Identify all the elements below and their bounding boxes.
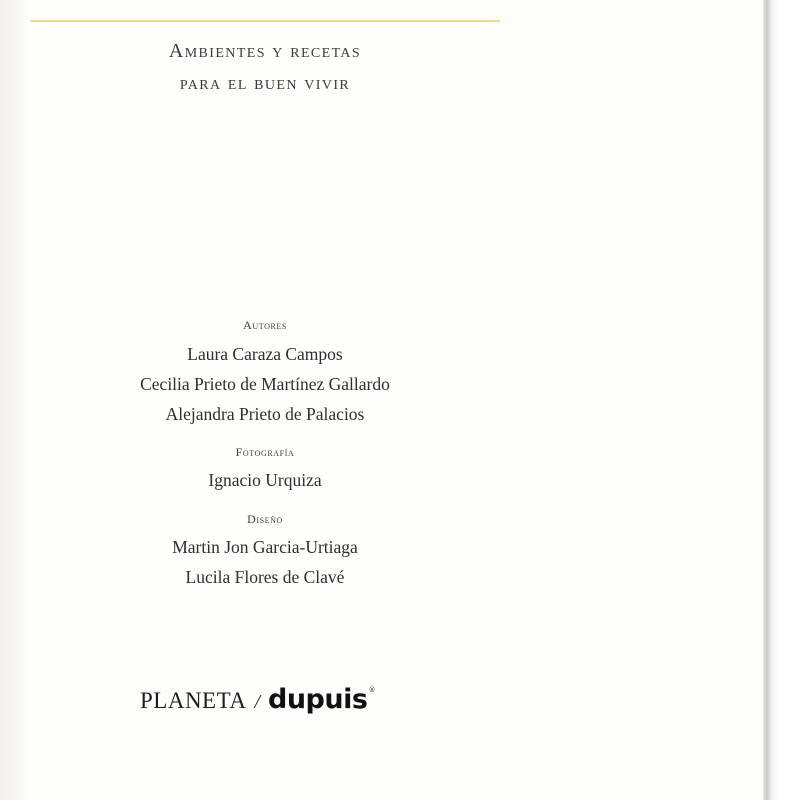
publisher-dupuis: dupuis (268, 684, 368, 715)
publisher-separator: / (254, 691, 260, 713)
top-rule (30, 20, 500, 22)
registered-mark: ® (368, 686, 376, 694)
author-name: Laura Caraza Campos (187, 344, 343, 364)
design-label: Diseño (247, 512, 283, 526)
designer-name: Martin Jon Garcia-Urtiaga (172, 537, 358, 557)
publisher-logo (140, 684, 375, 724)
title-line-1: Ambientes y recetas (168, 40, 362, 62)
page-edge (763, 0, 800, 800)
photographer-name: Ignacio Urquiza (208, 470, 322, 490)
designer-name: Lucila Flores de Clavé (185, 567, 345, 587)
photography-label: Fotografía (235, 445, 295, 459)
page-gutter-shadow (0, 0, 30, 800)
author-name: Alejandra Prieto de Palacios (165, 404, 365, 424)
author-name: Cecilia Prieto de Martínez Gallardo (140, 374, 390, 394)
title-line-2: para el buen vivir (179, 72, 351, 94)
authors-label: Autores (243, 318, 287, 332)
publisher-planeta: PLANETA (140, 688, 247, 713)
